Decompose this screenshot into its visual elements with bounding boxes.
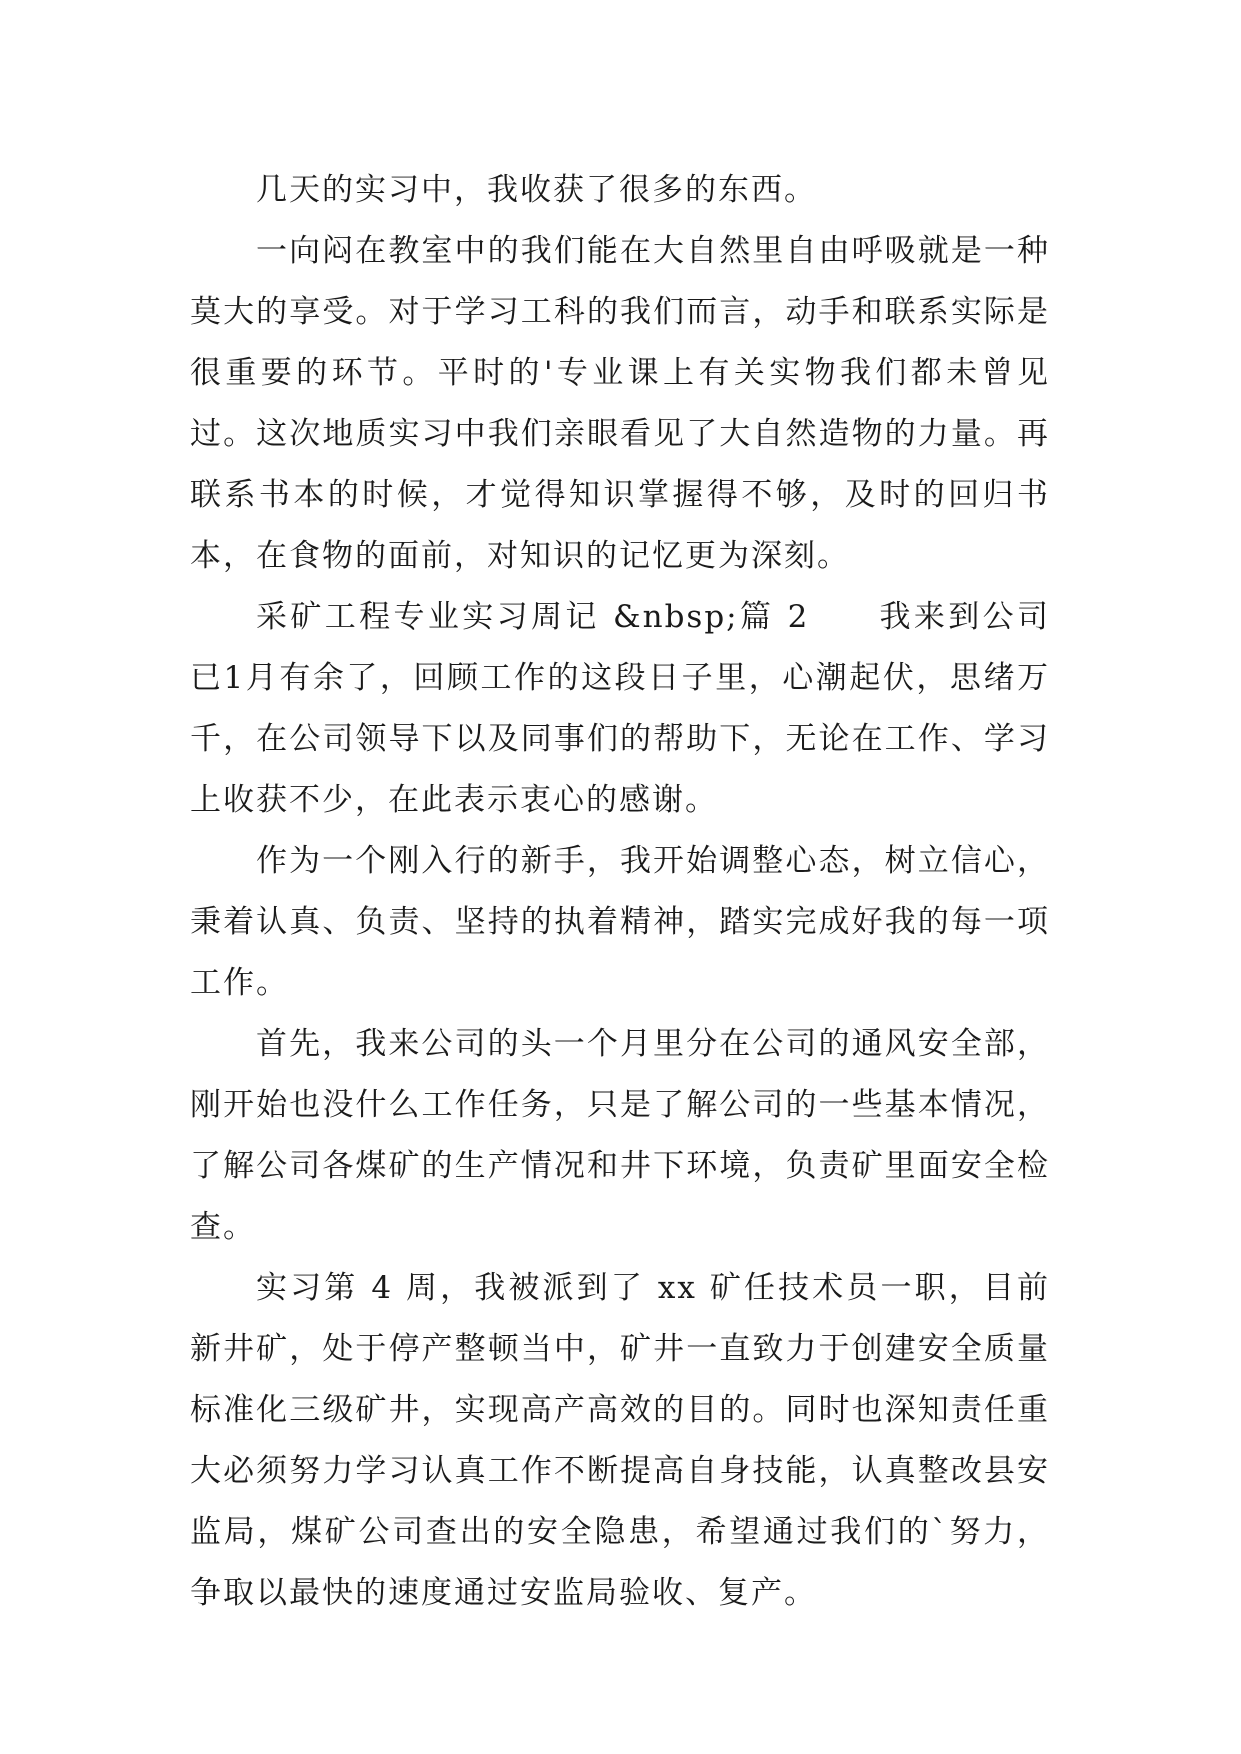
paragraph-3: 采矿工程专业实习周记 &nbsp;篇 2 我来到公司已1月有余了，回顾工作的这段日子里，心潮起伏，思绪万千，在公司领导下以及同事们的帮助下，无论在工作、学习上收获不少，在此表示衷心的感谢。 bbox=[190, 599, 1050, 818]
paragraph-4: 作为一个刚入行的新手，我开始调整心态，树立信心，秉着认真、负责、坚持的执着精神，踏实完成好我的每一项工作。 bbox=[190, 843, 1050, 1001]
paragraph-6: 实习第 4 周，我被派到了 xx 矿任技术员一职，目前新井矿，处于停产整顿当中，矿井一直致力于创建安全质量标准化三级矿井，实现高产高效的目的。同时也深知责任重大必须努力学习认真工作不断提高自身技能，认真整改县安监局，煤矿公司查出的安全隐患，希望通过我们的`努力，争取以最快的速度通过安监局验收、复产。 bbox=[190, 1270, 1050, 1611]
paragraph-2: 一向闷在教室中的我们能在大自然里自由呼吸就是一种莫大的享受。对于学习工科的我们而言，动手和联系实际是很重要的环节。平时的'专业课上有关实物我们都未曾见过。这次地质实习中我们亲眼看见了大自然造物的力量。再联系书本的时候，才觉得知识掌握得不够，及时的回归书本，在食物的面前，对知识的记忆更为深刻。 bbox=[190, 233, 1050, 574]
paragraph-1: 几天的实习中，我收获了很多的东西。 bbox=[256, 172, 817, 208]
document-body bbox=[190, 160, 1050, 1624]
paragraph-5: 首先，我来公司的头一个月里分在公司的通风安全部，刚开始也没什么工作任务，只是了解公司的一些基本情况，了解公司各煤矿的生产情况和井下环境，负责矿里面安全检查。 bbox=[190, 1026, 1050, 1245]
